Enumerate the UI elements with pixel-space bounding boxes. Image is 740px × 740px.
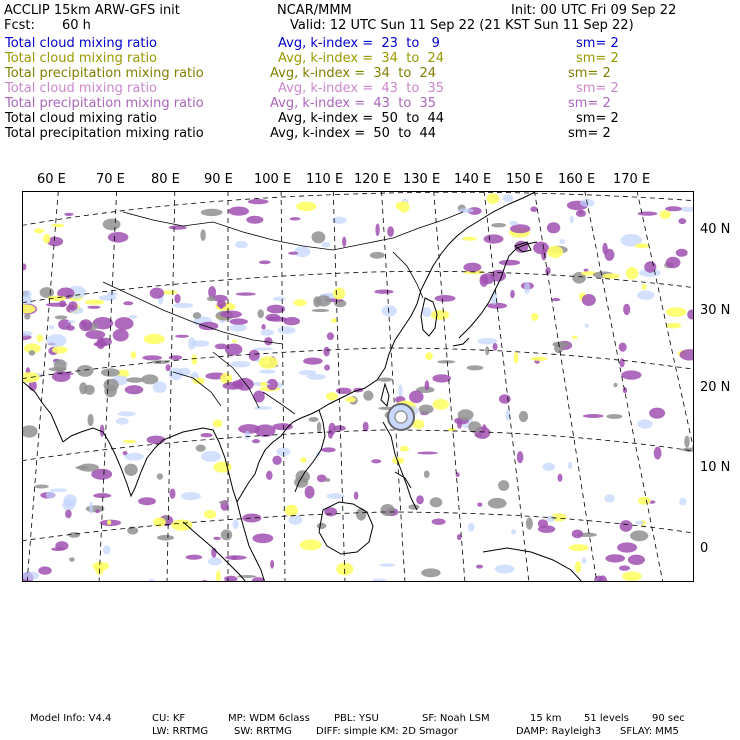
footer-cu: CU: KF bbox=[152, 713, 186, 724]
lon-label: 160 E bbox=[558, 172, 596, 187]
footer-diff: DIFF: simple KM: 2D Smagor bbox=[316, 726, 458, 737]
field-line-3-sm: sm= 2 bbox=[568, 66, 611, 81]
footer-res: 15 km bbox=[530, 713, 562, 724]
footer-pbl: PBL: YSU bbox=[334, 713, 379, 724]
cloud-field bbox=[23, 193, 694, 582]
lon-label: 140 E bbox=[454, 172, 492, 187]
footer-lw: LW: RRTMG bbox=[152, 726, 209, 737]
field-line-7-avg: Avg, k-index = 50 to 44 bbox=[270, 126, 437, 141]
lat-label: 40 N bbox=[700, 222, 731, 237]
graticule bbox=[23, 192, 694, 582]
field-line-2-avg: Avg, k-index = 34 to 24 bbox=[278, 51, 445, 66]
lon-label: 80 E bbox=[151, 172, 180, 187]
valid-time: Valid: 12 UTC Sun 11 Sep 22 (21 KST Sun 11 Sep 22) bbox=[290, 18, 634, 33]
lon-label: 100 E bbox=[254, 172, 292, 187]
footer-mp: MP: WDM 6class bbox=[228, 713, 310, 724]
field-line-6: Total cloud mixing ratio bbox=[5, 111, 158, 126]
field-line-5-avg: Avg, k-index = 43 to 35 bbox=[270, 96, 437, 111]
org-label: NCAR/MMM bbox=[277, 3, 352, 18]
lon-label: 60 E bbox=[37, 172, 66, 187]
field-line-7: Total precipitation mixing ratio bbox=[5, 126, 204, 141]
footer-dt: 90 sec bbox=[652, 713, 685, 724]
footer-sw: SW: RRTMG bbox=[234, 726, 292, 737]
lat-label: 10 N bbox=[700, 460, 731, 475]
field-line-1: Total cloud mixing ratio bbox=[5, 36, 158, 51]
field-line-4-avg: Avg, k-index = 43 to 35 bbox=[278, 81, 445, 96]
lon-label: 170 E bbox=[613, 172, 651, 187]
lat-label: 0 bbox=[700, 541, 709, 556]
field-line-6-sm: sm= 2 bbox=[576, 111, 619, 126]
map-canvas bbox=[23, 192, 694, 582]
map-panel bbox=[22, 191, 694, 582]
typhoon-eye bbox=[388, 404, 414, 430]
lon-label: 70 E bbox=[96, 172, 125, 187]
field-line-7-sm: sm= 2 bbox=[568, 126, 611, 141]
field-line-4-sm: sm= 2 bbox=[576, 81, 619, 96]
lon-label: 110 E bbox=[306, 172, 344, 187]
field-line-4: Total cloud mixing ratio bbox=[5, 81, 158, 96]
lon-label: 90 E bbox=[204, 172, 233, 187]
lon-label: 120 E bbox=[354, 172, 392, 187]
footer-damp: DAMP: Rayleigh3 bbox=[516, 726, 602, 737]
field-line-6-avg: Avg, k-index = 50 to 44 bbox=[278, 111, 445, 126]
field-line-1-sm: sm= 2 bbox=[576, 36, 619, 51]
footer-sf: SF: Noah LSM bbox=[422, 713, 490, 724]
field-line-5-sm: sm= 2 bbox=[568, 96, 611, 111]
footer-sflay: SFLAY: MM5 bbox=[620, 726, 679, 737]
field-line-5: Total precipitation mixing ratio bbox=[5, 96, 204, 111]
field-line-1-avg: Avg, k-index = 23 to 9 bbox=[278, 36, 440, 51]
forecast-hours: 60 h bbox=[62, 18, 91, 33]
lon-label: 150 E bbox=[506, 172, 544, 187]
field-line-3-avg: Avg, k-index = 34 to 24 bbox=[270, 66, 437, 81]
footer-model-info: Model Info: V4.4 bbox=[30, 713, 112, 724]
field-line-2: Total cloud mixing ratio bbox=[5, 51, 158, 66]
init-time: Init: 00 UTC Fri 09 Sep 22 bbox=[511, 3, 677, 18]
model-title: ACCLIP 15km ARW-GFS init bbox=[4, 3, 180, 18]
lon-label: 130 E bbox=[403, 172, 441, 187]
lat-label: 30 N bbox=[700, 303, 731, 318]
field-line-2-sm: sm= 2 bbox=[576, 51, 619, 66]
footer-levels: 51 levels bbox=[584, 713, 629, 724]
forecast-label: Fcst: bbox=[4, 18, 35, 33]
field-line-3: Total precipitation mixing ratio bbox=[5, 66, 204, 81]
lat-label: 20 N bbox=[700, 380, 731, 395]
